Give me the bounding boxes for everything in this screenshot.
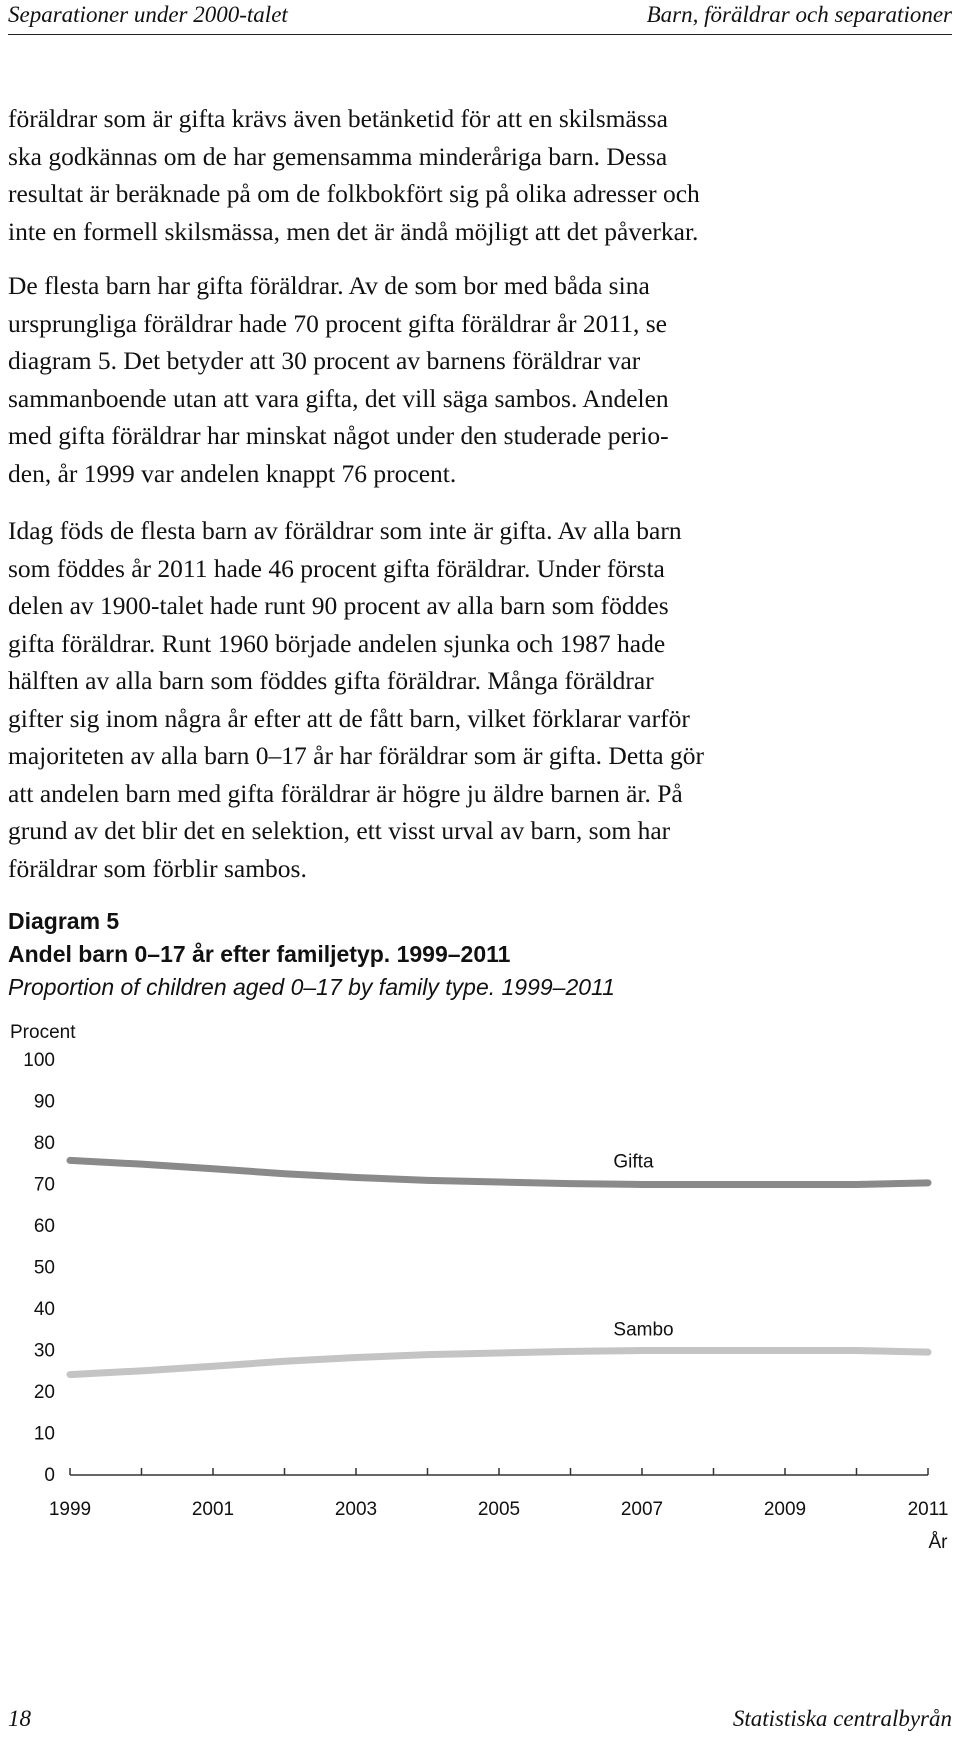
x-axis-label: År: [928, 1532, 948, 1553]
publisher-name: Statistiska centralbyrån: [732, 1706, 952, 1731]
header-chapter-title: Barn, föräldrar och separationer: [646, 2, 952, 27]
text-line: majoriteten av alla barn 0–17 år har föräldrar som är gifta. Detta gör: [8, 741, 704, 770]
text-line: att andelen barn med gifta föräldrar är högre ju äldre barnen är. På: [8, 778, 683, 808]
line-chart: [0, 1010, 960, 1570]
text-line: med gifta föräldrar har minskat något under den studerade perio-: [8, 421, 669, 450]
text-line: grund av det blir det en selektion, ett visst urval av barn, som har: [8, 816, 671, 845]
text-line: diagram 5. Det betyder att 30 procent av barnens föräldrar var: [8, 346, 641, 375]
x-tick-label: 2001: [191, 1499, 235, 1520]
x-tick-label: 2007: [620, 1499, 664, 1520]
text-line: sammanboende utan att vara gifta, det vill säga sambos. Andelen: [8, 383, 669, 413]
x-tick-label: 2011: [907, 1499, 949, 1520]
paragraph-3: [8, 512, 932, 887]
y-tick-label: 80: [33, 1133, 55, 1154]
x-tick-label: 1999: [48, 1499, 92, 1520]
series-line-sambo: [70, 1351, 928, 1375]
text-line: delen av 1900-talet hade runt 90 procent av alla barn som föddes: [8, 591, 669, 620]
text-line: gifta föräldrar. Runt 1960 började andelen sjunka och 1987 hade: [8, 628, 666, 658]
y-tick-label: 20: [33, 1382, 55, 1403]
page-number: 18: [8, 1706, 31, 1731]
x-tick-label: 2003: [334, 1499, 378, 1520]
text-line: De flesta barn har gifta föräldrar. Av de som bor med båda sina: [8, 271, 650, 300]
text-line: resultat är beräknade på om de folkbokfört sig på olika adresser och: [8, 179, 700, 208]
diagram-title-english: Proportion of children aged 0–17 by family type. 1999–2011: [8, 974, 615, 1000]
series-line-gifta: [70, 1160, 928, 1184]
diagram-number: Diagram 5: [8, 908, 120, 934]
diagram-title-swedish: Andel barn 0–17 år efter familjetyp. 1999–2011: [8, 941, 511, 967]
text-line: inte en formell skilsmässa, men det är ändå möjligt att det påverkar.: [8, 216, 699, 246]
y-tick-label: 100: [23, 1050, 55, 1071]
text-line: föräldrar som förblir sambos.: [8, 853, 307, 883]
y-tick-label: 0: [44, 1465, 55, 1486]
header-section-title: Separationer under 2000-talet: [8, 2, 288, 27]
paragraph-1: [8, 100, 932, 250]
text-line: som föddes år 2011 hade 46 procent gifta föräldrar. Under första: [8, 553, 665, 583]
y-tick-label: 90: [33, 1091, 55, 1113]
diagram-heading: [8, 905, 615, 1004]
text-line: hälften av alla barn som föddes gifta föräldrar. Många föräldrar: [8, 666, 654, 695]
running-header: [8, 0, 952, 35]
x-tick-label: 2005: [477, 1499, 521, 1520]
text-line: ursprungliga föräldrar hade 70 procent gifta föräldrar år 2011, se: [8, 308, 667, 338]
y-tick-label: 60: [33, 1216, 55, 1237]
series-label: Sambo: [613, 1319, 674, 1341]
text-line: Idag föds de flesta barn av föräldrar som inte är gifta. Av alla barn: [8, 516, 682, 545]
y-tick-label: 50: [33, 1257, 55, 1279]
y-tick-label: 70: [33, 1174, 55, 1196]
text-line: föräldrar som är gifta krävs även betänketid för att en skilsmässa: [8, 104, 668, 133]
y-axis-label: Procent: [10, 1022, 76, 1043]
y-tick-label: 40: [33, 1299, 55, 1320]
x-tick-label: 2009: [763, 1499, 807, 1520]
series-label: Gifta: [613, 1151, 654, 1173]
y-tick-label: 10: [33, 1423, 55, 1445]
text-line: ska godkännas om de har gemensamma minderåriga barn. Dessa: [8, 141, 668, 171]
text-line: gifter sig inom några år efter att de fått barn, vilket förklarar varför: [8, 703, 690, 733]
y-tick-label: 30: [33, 1340, 55, 1362]
paragraph-2: [8, 267, 932, 492]
text-line: den, år 1999 var andelen knappt 76 procent.: [8, 458, 457, 488]
